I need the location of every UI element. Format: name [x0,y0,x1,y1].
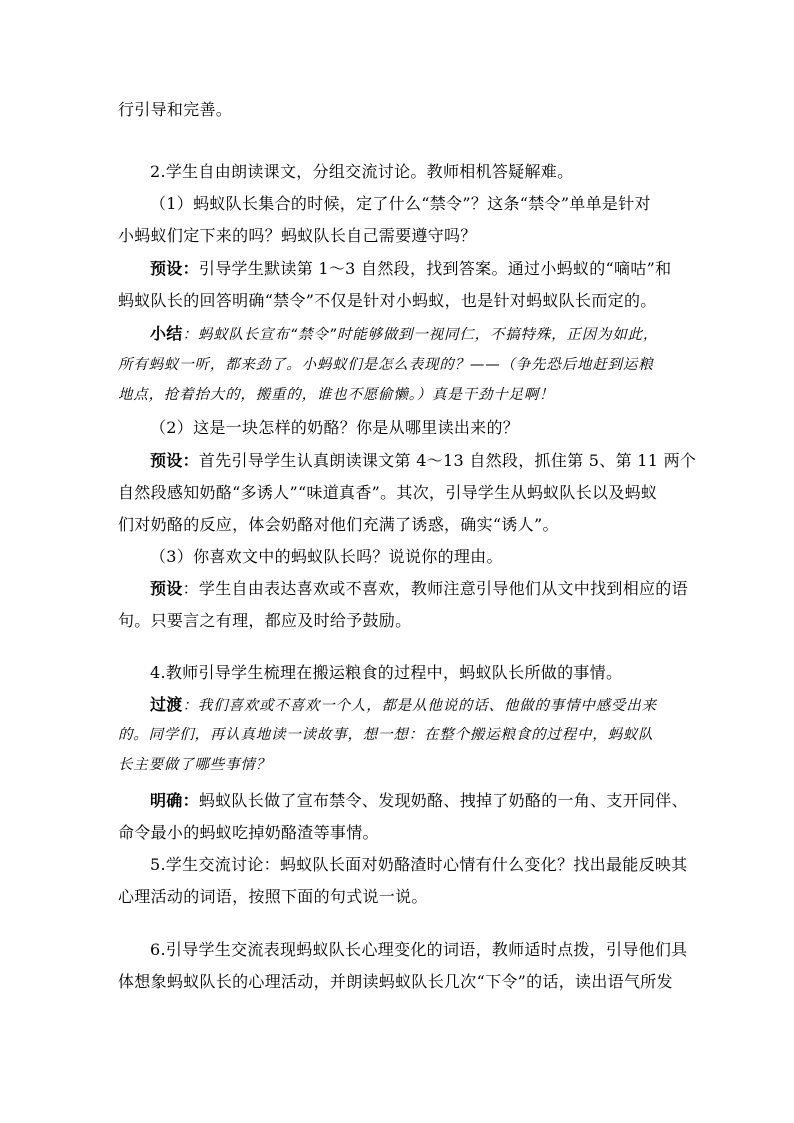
preset-answer-2-line-3: 们对奶酪的反应，体会奶酪对他们充满了诱惑，确实“诱人”。 [118,515,559,534]
question-2: （2）这是一块怎样的奶酪？你是从哪里读出来的？ [150,418,520,437]
transition-line-3: 长主要做了哪些事情？ [118,757,271,773]
preset-label: 预设： [150,451,199,470]
summary-label: 小结 [150,324,183,343]
preset-answer-1-line-2: 蚂蚁队长的回答明确“禁令”不仅是针对小蚂蚁，也是针对蚂蚁队长而定的。 [118,291,657,310]
preset-answer-3-line-2: 句。只要言之有理，都应及时给予鼓励。 [118,611,412,630]
section-heading-6-line-2: 体想象蚂蚁队长的心理活动，并朗读蚂蚁队长几次“下令”的话，读出语气所发 [118,972,673,991]
clarification-label: 明确： [150,791,199,810]
summary-text: ：蚂蚁队长宣布“禁令”时能够做到一视同仁，不搞特殊，正因为如此， [182,327,659,343]
preset-text: 引导学生默读第 1～3 自然段，找到答案。通过小蚂蚁的“嘀咕”和 [198,259,672,278]
question-1-line-1: （1）蚂蚁队长集合的时候，定了什么“禁令”？这条“禁令”单单是针对 [150,194,651,213]
section-heading-5-line-1: 5.学生交流讨论：蚂蚁队长面对奶酪渣时心情有什么变化？找出最能反映其 [150,855,688,874]
preset-answer-3-line-1 [150,579,710,599]
section-heading-6-line-1: 6.引导学生交流表现蚂蚁队长心理变化的词语，教师适时点拨，引导他们具 [150,940,688,959]
transition-line-2: 的。同学们，再认真地读一读故事，想一想：在整个搬运粮食的过程中，蚂蚁队 [118,727,654,743]
transition-line-1 [150,695,710,716]
preset-answer-2-line-1 [150,451,710,471]
summary-line-3: 地点，抢着抬大的，搬重的，谁也不愿偷懒。）真是干劲十足啊！ [118,387,555,403]
summary-line-2: 所有蚂蚁一听，都来劲了。小蚂蚁们是怎么表现的？——（争先恐后地赶到运粮 [118,357,654,373]
preset-answer-2-line-2: 自然段感知奶酪“多诱人”“味道真香”。其次，引导学生从蚂蚁队长以及蚂蚁 [118,483,658,502]
clarification-line-1 [150,791,710,811]
preset-text: ：学生自由表达喜欢或不喜欢，教师注意引导他们从文中找到相应的语 [182,579,688,598]
question-3: （3）你喜欢文中的蚂蚁队长吗？说说你的理由。 [150,547,503,566]
preset-label: 预设 [150,579,183,598]
transition-text: ：我们喜欢或不喜欢一个人，都是从他说的话、他做的事情中感受出来 [182,698,657,714]
section-heading-4: 4.教师引导学生梳理在搬运粮食的过程中，蚂蚁队长所做的事情。 [150,663,623,682]
section-heading-5-line-2: 心理活动的词语，按照下面的句式说一说。 [118,887,428,906]
preset-answer-1-line-1 [150,259,710,279]
paragraph-line: 行引导和完善。 [118,100,233,119]
clarification-line-2: 命令最小的蚂蚁吃掉奶酪渣等事情。 [118,823,379,842]
question-1-line-2: 小蚂蚁们定下来的吗？蚂蚁队长自己需要遵守吗？ [118,226,477,245]
clarification-text: 蚂蚁队长做了宣布禁令、发现奶酪、拽掉了奶酪的一角、支开同伴、 [198,791,688,810]
preset-text: 首先引导学生认真朗读课文第 4～13 自然段，抓住第 5、第 11 两个 [198,451,697,470]
section-heading-2: 2.学生自由朗读课文，分组交流讨论。教师相机答疑解难。 [150,162,574,181]
transition-label: 过渡 [150,695,183,714]
preset-label: 预设： [150,259,199,278]
summary-line-1 [150,324,710,345]
